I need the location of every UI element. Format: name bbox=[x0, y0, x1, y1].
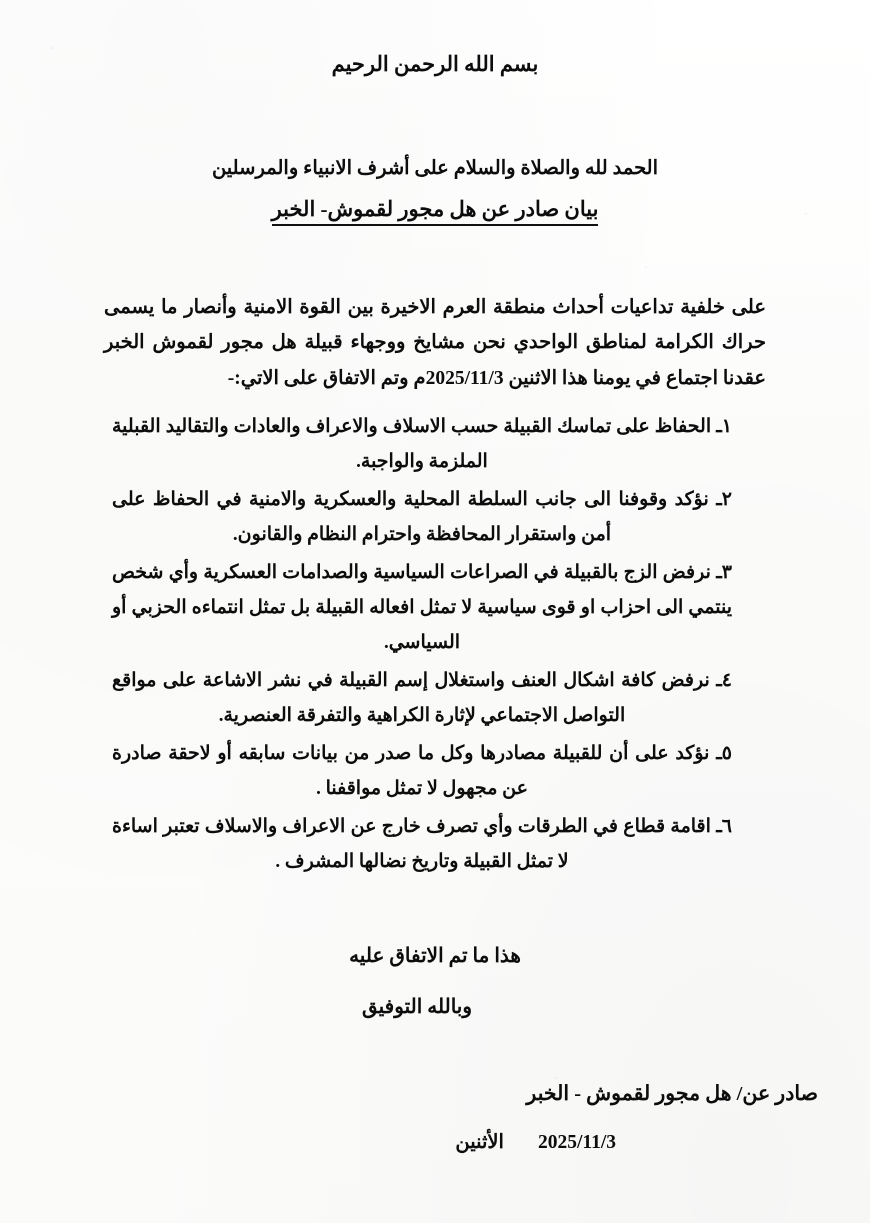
clause-item bbox=[112, 410, 732, 480]
issuer-line: صادر عن/ هل مجور لقموش - الخبر bbox=[526, 1082, 818, 1105]
clause-text: نرفض كافة اشكال العنف واستغلال إسم القبيلة في نشر الاشاعة على مواقع التواصل الاجتماعي لإثارة الكراهية والتفرقة العنصرية. bbox=[112, 670, 710, 727]
document-title-container bbox=[46, 180, 824, 226]
clause-marker: ٣ـ bbox=[716, 562, 732, 584]
signature-date-row bbox=[46, 1106, 824, 1154]
clause-item bbox=[112, 664, 732, 734]
intro-line-3: عقدنا اجتماع في يومنا هذا الاثنين 2025/11/3م وتم الاتفاق على الاتي:- bbox=[227, 367, 766, 389]
clause-marker: ٤ـ bbox=[716, 670, 732, 692]
intro-line-2: حراك الكرامة لمناطق الواحدي نحن مشايخ ووجهاء قبيلة هل مجور لقموش الخبر bbox=[104, 332, 766, 354]
clause-text: نؤكد وقوفنا الى جانب السلطة المحلية والعسكرية والامنية في الحفاظ على أمن واستقرار المحافظة واحترام النظام والقانون. bbox=[112, 489, 709, 546]
clause-text: نؤكد على أن للقبيلة مصادرها وكل ما صدر من بيانات سابقه أو لاحقة صادرة عن مجهول لا تمثل مواقفنا . bbox=[112, 743, 710, 799]
clause-item bbox=[112, 483, 732, 553]
clauses-list bbox=[112, 396, 732, 879]
clause-text: الحفاظ على تماسك القبيلة حسب الاسلاف والاعراف والعادات والتقاليد القبلية الملزمة والواجبة. bbox=[112, 416, 712, 473]
blessing-statement: وبالله التوفيق bbox=[361, 995, 473, 1018]
intro-paragraph bbox=[104, 226, 766, 396]
salutation-line: الحمد لله والصلاة والسلام على أشرف الانبياء والمرسلين bbox=[211, 158, 659, 179]
basmala-line: بسم الله الرحمن الرحيم bbox=[331, 52, 539, 76]
clause-marker: ٦ـ bbox=[716, 815, 733, 837]
clause-marker: ١ـ bbox=[716, 416, 733, 438]
clause-marker: ٥ـ bbox=[716, 743, 732, 765]
clause-item bbox=[112, 556, 732, 661]
signature-day: الأثنين bbox=[455, 1131, 504, 1153]
clause-marker: ٢ـ bbox=[716, 489, 732, 511]
agreement-statement: هذا ما تم الاتفاق عليه bbox=[349, 944, 521, 967]
clause-text: نرفض الزج بالقبيلة في الصراعات السياسية والصدامات العسكرية وأي شخص ينتمي الى احزاب او قوى سياسية لا تمثل افعاله القبيلة بل تمثل انتماءه الحزبي أو السياسي. bbox=[112, 562, 732, 654]
clause-text: اقامة قطاع في الطرقات وأي تصرف خارج عن الاعراف والاسلاف تعتبر اساءة لا تمثل القبيلة وتاريخ نضالها المشرف . bbox=[112, 815, 711, 872]
clause-item bbox=[112, 810, 732, 880]
clause-item bbox=[112, 737, 732, 807]
intro-line-1: على خلفية تداعيات أحداث منطقة العرم الاخيرة بين القوة الامنية وأنصار ما يسمى bbox=[104, 297, 766, 318]
signature-date: 2025/11/3 bbox=[537, 1131, 616, 1153]
document-title: بيان صادر عن هل مجور لقموش- الخبر bbox=[272, 197, 599, 226]
closing-block bbox=[46, 883, 824, 1019]
signature-block bbox=[46, 1019, 824, 1154]
